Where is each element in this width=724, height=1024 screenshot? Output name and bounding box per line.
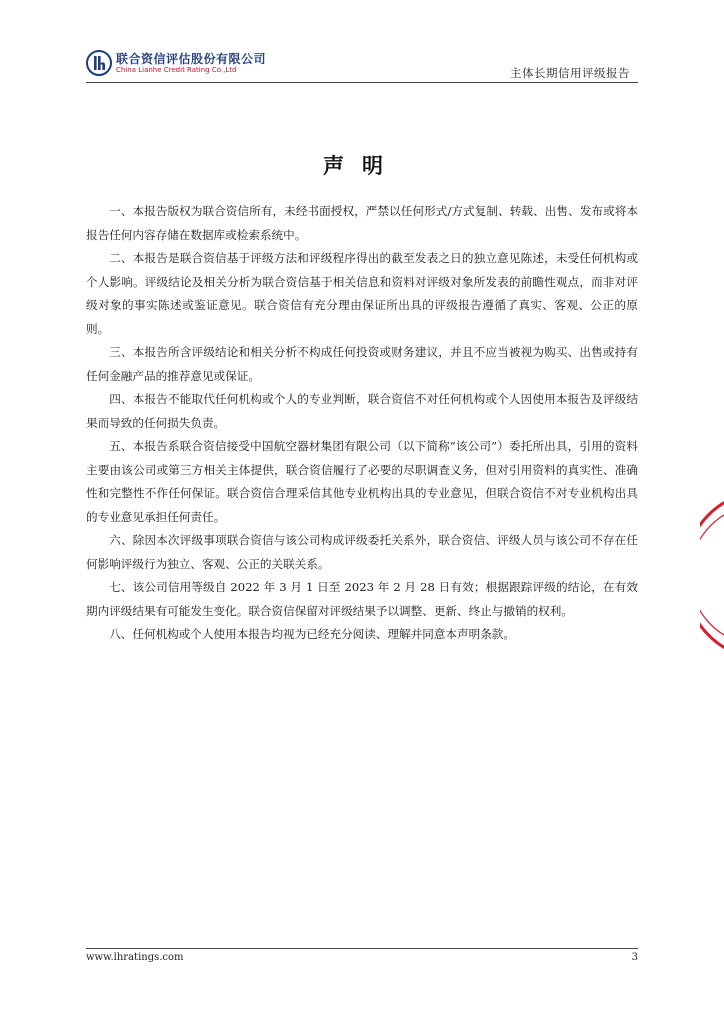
page-number: 3 (631, 952, 638, 963)
header-divider (86, 82, 638, 83)
paragraph-4: 四、本报告不能取代任何机构或个人的专业判断，联合资信不对任何机构或个人因使用本报告及评级结果而导致的任何损失负责。 (86, 392, 638, 430)
red-seal-icon (700, 490, 724, 660)
declaration-body (86, 200, 638, 647)
paragraph-5: 五、本报告系联合资信接受中国航空器材集团有限公司（以下简称“该公司”）委托所出具，引用的资料主要由该公司或第三方相关主体提供，联合资信履行了必要的尽职调查义务，但对引用资料的真实性、准确性和完整性不作任何保证。联合资信合理采信其他专业机构出具的专业意见，但联合资信不对专业机构出具的专业意见承担任何责任。 (86, 439, 638, 524)
lianhe-logo-icon (86, 50, 112, 76)
paragraph-2: 二、本报告是联合资信基于评级方法和评级程序得出的截至发表之日的独立意见陈述，未受任何机构或个人影响。评级结论及相关分析为联合资信基于相关信息和资料对评级对象所发表的前瞻性观点，而非对评级对象的事实陈述或鉴证意见。联合资信有充分理由保证所出具的评级报告遵循了真实、客观、公正的原则。 (86, 251, 638, 336)
paragraph-8: 八、任何机构或个人使用本报告均视为已经充分阅读、理解并同意本声明条款。 (109, 627, 515, 641)
company-name-cn: 联合资信评估股份有限公司 (116, 52, 267, 66)
report-type: 主体长期信用评级报告 (510, 66, 630, 80)
paragraph-7: 七、该公司信用等级自 2022 年 3 月 1 日至 2023 年 2 月 28 日有效；根据跟踪评级的结论，在有效期内评级结果有可能发生变化。联合资信保留对评级结果予以调整、更新、终止与撤销的权利。 (86, 580, 638, 618)
footer-url[interactable]: www.lhratings.com (86, 952, 184, 963)
page-header (86, 48, 638, 86)
paragraph-3: 三、本报告所含评级结论和相关分析不构成任何投资或财务建议，并且不应当被视为购买、出售或持有任何金融产品的推荐意见或保证。 (86, 345, 638, 383)
company-name-en: China Lianhe Credit Rating Co.,Ltd (116, 66, 237, 74)
paragraph-1: 一、本报告版权为联合资信所有，未经书面授权，严禁以任何形式/方式复制、转载、出售、发布或将本报告任何内容存储在数据库或检索系统中。 (86, 204, 638, 242)
footer-divider (86, 948, 638, 949)
paragraph-6: 六、除因本次评级事项联合资信与该公司构成评级委托关系外，联合资信、评级人员与该公司不存在任何影响评级行为独立、客观、公正的关联关系。 (86, 533, 638, 571)
page-title: 声明 (323, 153, 401, 178)
